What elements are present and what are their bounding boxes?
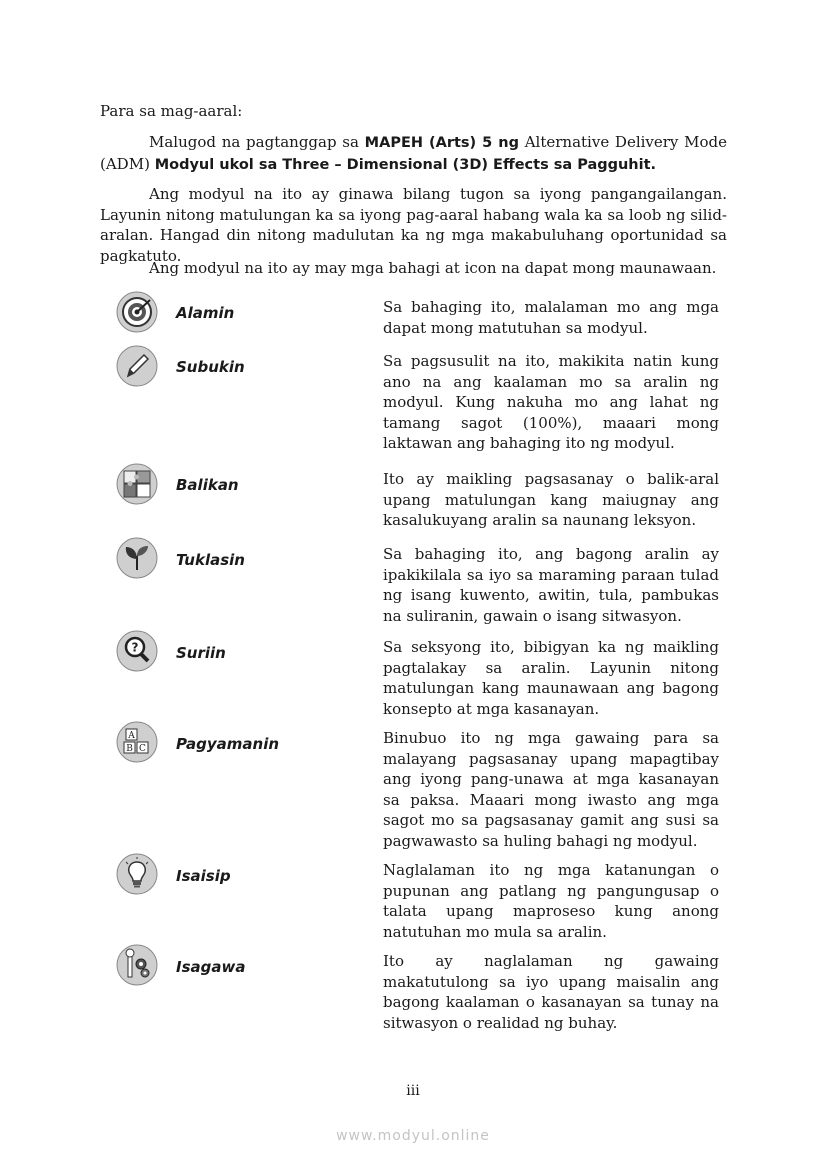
section-label: Alamin bbox=[176, 304, 235, 322]
section-label: Subukin bbox=[176, 358, 245, 376]
target-icon bbox=[116, 291, 158, 333]
parts-intro: Ang modyul na ito ay may mga bahagi at icon na dapat mong maunawaan. bbox=[149, 259, 717, 277]
intro-paragraph bbox=[100, 132, 727, 175]
purpose-paragraph: Ang modyul na ito ay ginawa bilang tugon sa iyong pangangailangan. Layunin nitong matulungan ka sa iyong pag-aaral habang wala ka sa loob ng silid-aralan. Hangad din nitong madulutan ka ng mga makabuluhang oportunidad sa pagkatuto. bbox=[100, 185, 727, 265]
section-label: Balikan bbox=[176, 476, 239, 494]
svg-text:?: ? bbox=[131, 640, 139, 655]
section-description: Ito ay maikling pagsasanay o balik-aral upang matulungan kang maiugnay ang kasalukuyang aralin sa naunang leksyon. bbox=[383, 470, 719, 529]
section-description: Naglalaman ito ng mga katanungan o pupunan ang patlang ng pangungusap o talata upang maproseso kung anong natutuhan mo mula sa aralin. bbox=[383, 861, 719, 941]
section-description: Sa bahaging ito, malalaman mo ang mga dapat mong matutuhan sa modyul. bbox=[383, 298, 719, 337]
pencil-icon bbox=[116, 345, 158, 387]
footer-watermark: www.modyul.online bbox=[336, 1128, 490, 1144]
page-number: iii bbox=[406, 1083, 420, 1099]
puzzle-icon bbox=[116, 463, 158, 505]
magnifier-question-icon bbox=[116, 630, 158, 672]
section-description: Sa bahaging ito, ang bagong aralin ay ipakikilala sa iyo sa maraming paraan tulad ng isang kuwento, awitin, tula, pambukas na suliranin, gawain o isang sitwasyon. bbox=[383, 545, 719, 625]
svg-text:A: A bbox=[128, 731, 135, 741]
lightbulb-icon bbox=[116, 853, 158, 895]
intro-text-1: Malugod na pagtanggap sa bbox=[149, 133, 365, 151]
gears-wrench-icon bbox=[116, 944, 158, 986]
intro-module-title: Modyul ukol sa Three – Dimensional (3D) Effects sa Pagguhit. bbox=[154, 156, 657, 173]
section-description: Sa pagsusulit na ito, makikita natin kung ano na ang kaalaman mo sa aralin ng modyul. Kung nakuha mo ang lahat ng tamang sagot (100%), maaari mong laktawan ang bahaging ito ng modyul. bbox=[383, 352, 719, 452]
greeting: Para sa mag-aaral: bbox=[100, 102, 243, 120]
section-label: Isagawa bbox=[176, 958, 246, 976]
section-label: Isaisip bbox=[176, 867, 231, 885]
section-description: Binubuo ito ng mga gawaing para sa malayang pagsasanay upang mapagtibay ang iyong pang-unawa at mga kasanayan sa paksa. Maaari mong iwasto ang mga sagot mo sa pagsasanay gamit ang susi sa pagwawasto sa huling bahagi ng modyul. bbox=[383, 729, 719, 850]
abc-blocks-icon bbox=[116, 721, 158, 763]
intro-text-2: Alternative Delivery Mode (ADM) bbox=[100, 133, 727, 173]
section-description: Sa seksyong ito, bibigyan ka ng maikling pagtalakay sa aralin. Layunin nitong matulungan kang maunawaan ang bagong konsepto at mga kasanayan. bbox=[383, 638, 719, 718]
section-label: Suriin bbox=[176, 644, 226, 662]
sprout-icon bbox=[116, 537, 158, 579]
section-description: Ito ay naglalaman ng gawaing makatutulong sa iyo upang maisalin ang bagong kaalaman o kasanayan sa tunay na sitwasyon o realidad ng buhay. bbox=[383, 952, 719, 1032]
intro-subject: MAPEH (Arts) 5 ng bbox=[364, 135, 519, 151]
svg-text:B: B bbox=[126, 744, 133, 754]
section-label: Pagyamanin bbox=[176, 735, 280, 753]
section-label: Tuklasin bbox=[176, 551, 245, 569]
svg-text:C: C bbox=[139, 744, 146, 754]
